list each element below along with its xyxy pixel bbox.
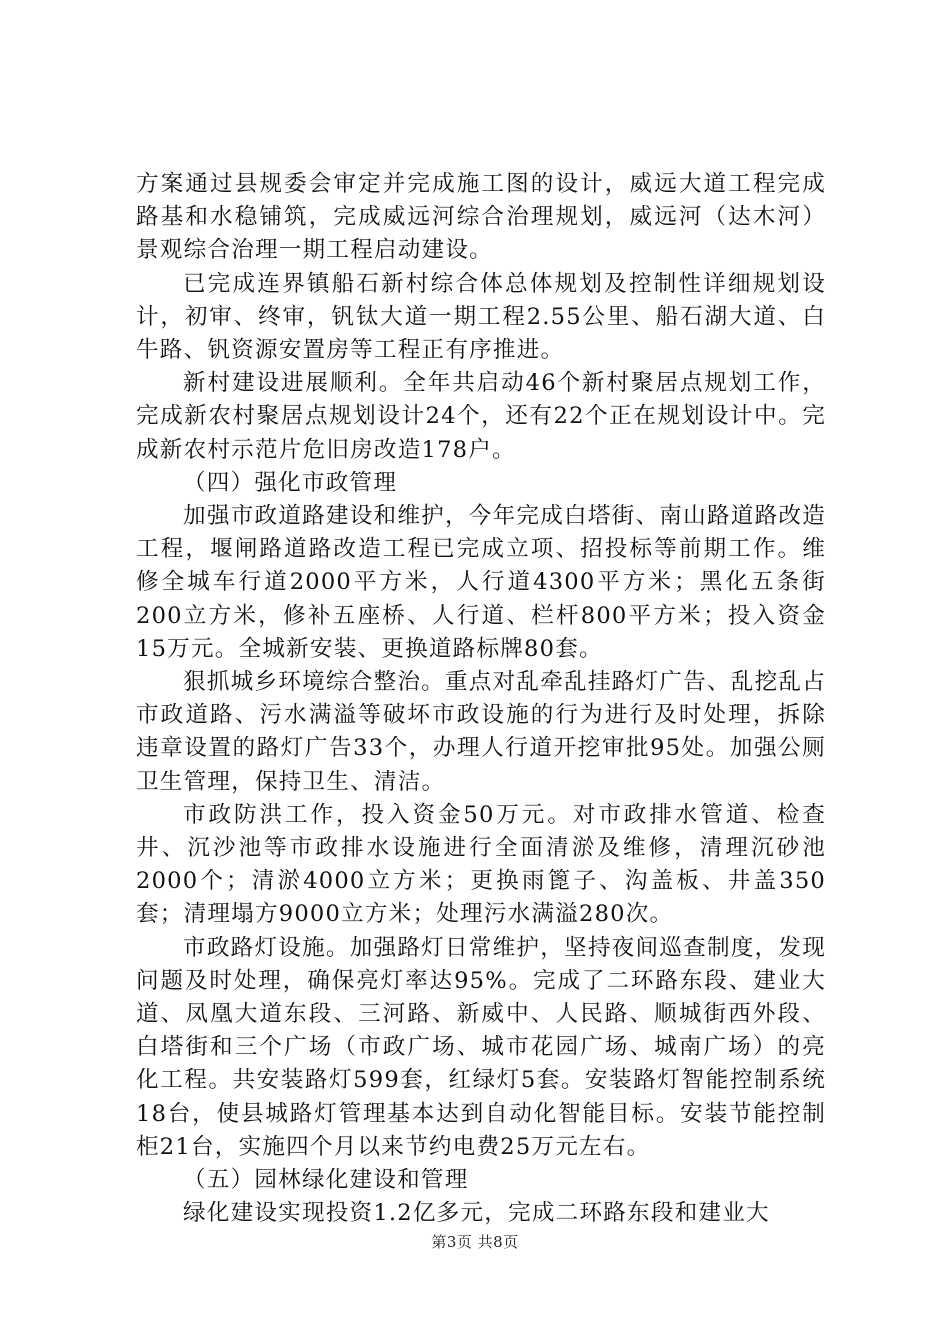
paragraph-flood-control: 市政防洪工作，投入资金50万元。对市政排水管道、检查井、沉沙池等市政排水设施进行全面清淤及维修，清理沉砂池2000个；清淤4000立方米；更换雨篦子、沟盖板、井盖350套；清理塌方9000立方米；处理污水满溢280次。 xyxy=(136,801,826,928)
section-heading-municipal-management: （四）强化市政管理 xyxy=(183,469,398,496)
paragraph-road-maintenance: 加强市政道路建设和维护，今年完成白塔街、南山路道路改造工程，堰闸路道路改造工程已完成立项、招投标等前期工作。维修全城车行道2000平方米，人行道4300平方米；黑化五条街200立方米，修补五座桥、人行道、栏杆800平方米；投入资金15万元。全城新安装、更换道路标牌80套。 xyxy=(136,503,826,662)
paragraph-planning-approval: 方案通过县规委会审定并完成施工图的设计，威远大道工程完成路基和水稳铺筑，完成威远河综合治理规划，威远河（达木河）景观综合治理一期工程启动建设。 xyxy=(136,171,826,264)
document-body xyxy=(136,168,826,1231)
section-heading-landscaping: （五）园林绿化建设和管理 xyxy=(183,1167,469,1194)
paragraph-new-village-construction: 新村建设进展顺利。全年共启动46个新村聚居点规划工作，完成新农村聚居点规划设计24个，还有22个正在规划设计中。完成新农村示范片危旧房改造178户。 xyxy=(136,370,826,463)
paragraph-environment-improvement: 狠抓城乡环境综合整治。重点对乱牵乱挂路灯广告、乱挖乱占市政道路、污水满溢等破坏市政设施的行为进行及时处理，拆除违章设置的路灯广告33个，办理人行道开挖审批95处。加强公厕卫生管理，保持卫生、清洁。 xyxy=(136,669,826,795)
paragraph-street-lighting: 市政路灯设施。加强路灯日常维护，坚持夜间巡查制度，发现问题及时处理，确保亮灯率达95%。完成了二环路东段、建业大道、凤凰大道东段、三河路、新威中、人民路、顺城街西外段、白塔街和三个广场（市政广场、城市花园广场、城南广场）的亮化工程。共安装路灯599套，红绿灯5套。安装路灯智能控制系统18台，使县城路灯管理基本达到自动化智能目标。安装节能控制柜21台，实施四个月以来节约电费25万元左右。 xyxy=(136,934,826,1160)
page-footer: 第3页 共8页 xyxy=(431,1233,519,1251)
paragraph-lianjie-new-village: 已完成连界镇船石新村综合体总体规划及控制性详细规划设计，初审、终审，钒钛大道一期工程2.55公里、船石湖大道、白牛路、钒资源安置房等工程正有序推进。 xyxy=(136,270,826,364)
paragraph-greening-investment: 绿化建设实现投资1.2亿多元，完成二环路东段和建业大 xyxy=(183,1200,770,1227)
